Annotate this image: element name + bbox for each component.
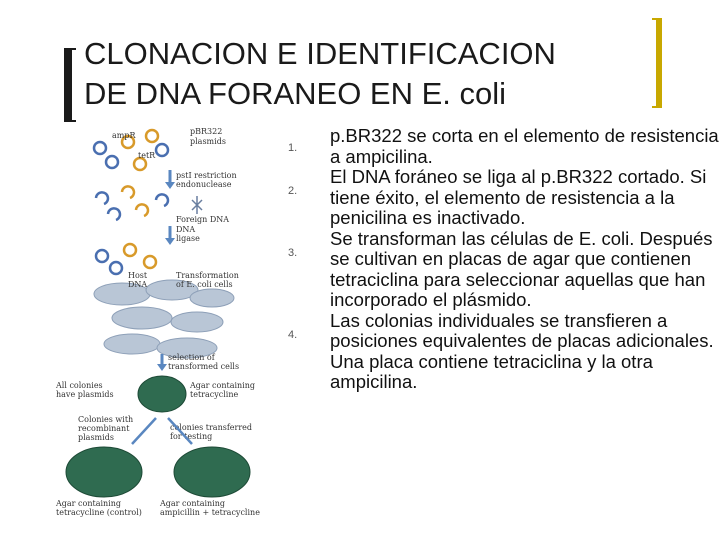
arrow-head-icon	[165, 182, 175, 189]
plasmid-group-recombinant	[96, 244, 156, 274]
label-psti-2: endonuclease	[176, 180, 232, 189]
arrow-head-icon	[157, 364, 167, 371]
agar-plate-control	[66, 447, 142, 497]
plasmid-group-cut	[96, 186, 168, 220]
label-agar-tet-2: tetracycline	[190, 390, 239, 399]
label-selection-1: selection of	[168, 353, 215, 362]
label-transferred-2: for testing	[170, 432, 213, 441]
plasmid-ring	[106, 156, 118, 168]
label-host-dna-1: Host	[128, 271, 148, 280]
title-left-bracket	[64, 48, 76, 122]
label-dna-ligase-2: ligase	[176, 234, 200, 243]
steps-list	[288, 126, 720, 393]
foreign-dna-icon	[192, 196, 202, 214]
label-agar-tet-1: Agar containing	[190, 381, 256, 390]
label-bottom-right-2: ampicillin + tetracycline	[160, 508, 260, 517]
label-ampr: ampR	[112, 131, 136, 140]
plasmid-ring	[94, 142, 106, 154]
label-tetr: tetR	[138, 151, 156, 160]
step-item	[288, 311, 720, 393]
step-item	[288, 126, 720, 167]
step-text: Las colonias individuales se transfieren a posiciones equivalentes de placas adicionales. Una placa contiene tetraciclina y la otra ampicilina.	[330, 309, 714, 392]
plasmid-ring	[156, 144, 168, 156]
label-bottom-left-2: tetracycline (control)	[56, 508, 142, 517]
label-all-colonies-1: All colonies	[56, 381, 103, 390]
step-number: 3.	[288, 246, 298, 259]
label-foreign-dna: Foreign DNA	[176, 215, 230, 224]
step-text: Se transforman las células de E. coli. Después se cultivan en placas de agar que contienen tetraciclina para seleccionar aquellas que han incorporado el plásmido.	[330, 227, 713, 310]
agar-plate-amp-tet	[174, 447, 250, 497]
step-text: p.BR322 se corta en el elemento de resistencia a ampicilina.	[330, 125, 719, 167]
step-number: 1.	[288, 142, 298, 154]
agar-plate-tetracycline	[138, 376, 186, 412]
label-host-dna-2: DNA	[128, 280, 148, 289]
title-line-2: DE DNA FORANEO EN E. coli	[84, 76, 507, 111]
step-item	[288, 229, 720, 311]
label-colonies-recomb-3: plasmids	[78, 433, 114, 442]
label-dna-ligase-1: DNA	[176, 225, 196, 234]
slide-title	[84, 34, 654, 114]
label-transferred-1: colonies transferred	[170, 423, 253, 432]
label-transformation-1: Transformation	[176, 271, 239, 280]
label-colonies-recomb-2: recombinant	[78, 424, 130, 433]
step-text: El DNA foráneo se liga al p.BR322 cortado. Si tiene éxito, el elemento de resistencia a la penicilina es inactivado.	[330, 166, 707, 228]
label-pbr322: pBR322	[190, 127, 223, 136]
label-colonies-recomb-1: Colonies with	[78, 415, 134, 424]
title-line-1: CLONACION E IDENTIFICACION	[84, 36, 556, 71]
label-bottom-right-1: Agar containing	[160, 499, 226, 508]
label-psti-1: pstI restriction	[176, 171, 237, 180]
step-number: 2.	[288, 185, 298, 197]
step-item	[288, 167, 720, 229]
label-all-colonies-2: have plasmids	[56, 390, 114, 399]
cloning-diagram	[52, 122, 266, 518]
plasmid-ring	[146, 130, 158, 142]
arrow-head-icon	[165, 238, 175, 245]
host-cells	[94, 280, 234, 358]
step-number: 4.	[288, 328, 298, 341]
label-transformation-2: of E. coli cells	[176, 280, 233, 289]
label-bottom-left-1: Agar containing	[56, 499, 122, 508]
label-plasmids: plasmids	[190, 137, 226, 146]
label-selection-2: transformed cells	[168, 362, 240, 371]
